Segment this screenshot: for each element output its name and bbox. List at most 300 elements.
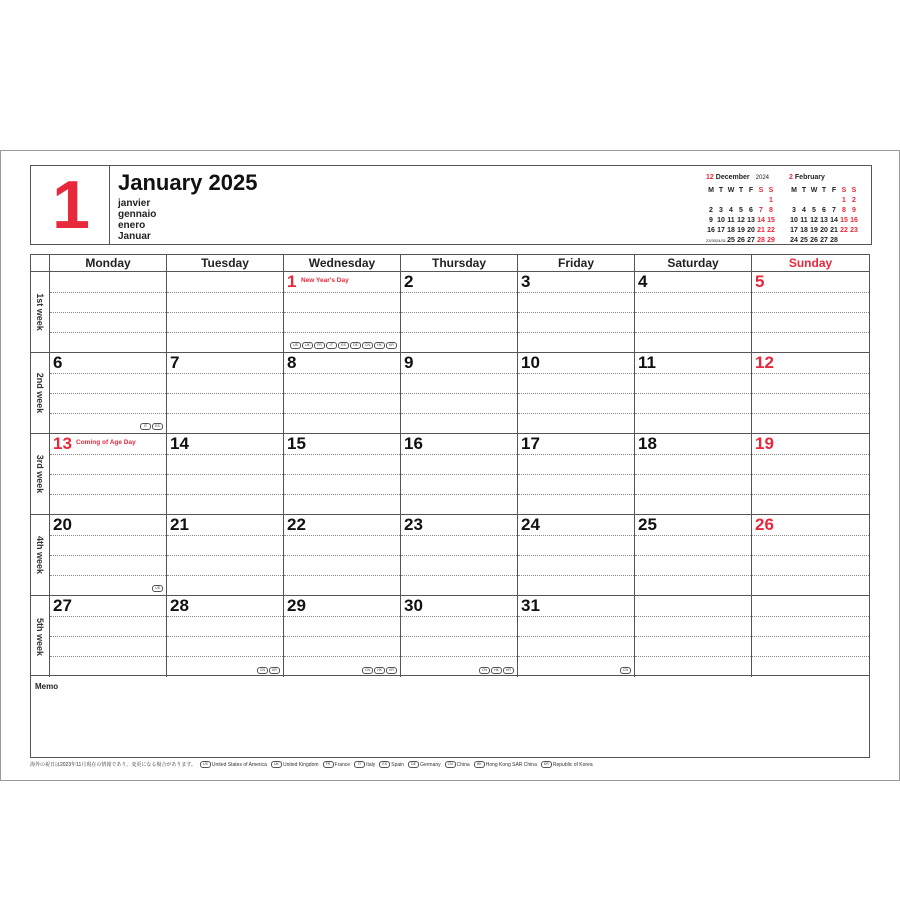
country-holiday-badges <box>140 423 163 430</box>
date-number: 12 <box>755 353 774 372</box>
mini-weekday: M <box>791 186 797 194</box>
legend-country-name: China <box>456 761 470 768</box>
writing-line <box>284 454 400 455</box>
mini-day: 12 <box>810 216 818 224</box>
mini-week-row <box>789 225 859 235</box>
writing-line <box>518 494 634 495</box>
day-cell[interactable] <box>167 596 284 677</box>
mini-day: 24/31 <box>716 237 727 243</box>
weekday-header-sunday: Sunday <box>788 256 833 270</box>
writing-line <box>518 616 634 617</box>
date-number: 25 <box>638 515 657 534</box>
legend-item <box>541 761 593 768</box>
mini-day: 27 <box>747 236 755 244</box>
writing-line <box>50 332 166 333</box>
date-number: 26 <box>755 515 774 534</box>
country-badge: KR <box>386 667 397 674</box>
writing-line <box>284 373 400 374</box>
writing-line <box>401 494 517 495</box>
day-cell[interactable] <box>752 353 869 434</box>
mini-day: 9 <box>852 206 856 214</box>
writing-line <box>635 575 751 576</box>
writing-line <box>752 535 869 536</box>
mini-week-row <box>706 225 776 235</box>
day-cell[interactable] <box>50 272 167 353</box>
legend-item <box>323 761 351 768</box>
writing-line <box>167 413 283 414</box>
writing-line <box>50 535 166 536</box>
writing-line <box>635 413 751 414</box>
legend-badge: IT <box>354 761 365 768</box>
grid-corner <box>31 255 50 271</box>
mini-calendar-title <box>789 174 859 185</box>
writing-line <box>167 555 283 556</box>
mini-weekday: T <box>821 186 827 194</box>
day-cell[interactable] <box>401 353 518 434</box>
mini-day: 4 <box>729 206 733 214</box>
mini-day: 11 <box>800 216 808 224</box>
mini-week-row <box>706 215 776 225</box>
weekday-header-wednesday: Wednesday <box>284 255 401 271</box>
day-cell[interactable] <box>518 596 635 677</box>
week-label-text: 3rd week <box>35 454 45 494</box>
writing-line <box>284 474 400 475</box>
writing-line <box>50 454 166 455</box>
mini-day: 23/30 <box>706 237 717 243</box>
writing-line <box>518 555 634 556</box>
mini-day: 20 <box>747 226 755 234</box>
writing-line <box>401 413 517 414</box>
week-label <box>31 434 50 515</box>
mini-day: 24 <box>790 236 798 244</box>
mini-weekday: T <box>738 186 744 194</box>
writing-line <box>50 494 166 495</box>
date-number: 11 <box>638 353 656 372</box>
writing-line <box>284 555 400 556</box>
mini-day: 13 <box>820 216 828 224</box>
day-cell[interactable] <box>518 434 635 515</box>
writing-line <box>284 292 400 293</box>
day-cell[interactable] <box>167 353 284 434</box>
writing-line <box>167 312 283 313</box>
writing-line <box>752 332 869 333</box>
mini-calendar-next <box>789 174 859 245</box>
mini-day: 29 <box>767 236 775 244</box>
week-label <box>31 353 50 434</box>
week-label <box>31 596 50 677</box>
month-name-spanish: enero <box>118 220 146 231</box>
writing-line <box>50 575 166 576</box>
mini-day: 22 <box>840 226 848 234</box>
mini-day: 21 <box>830 226 838 234</box>
writing-line <box>401 535 517 536</box>
date-number: 1 <box>287 272 297 291</box>
date-number: 21 <box>170 515 189 534</box>
legend-badge: ES <box>379 761 390 768</box>
mini-day: 7 <box>759 206 763 214</box>
day-cell[interactable] <box>518 353 635 434</box>
mini-day: 17 <box>717 226 725 234</box>
writing-line <box>401 454 517 455</box>
day-cell[interactable] <box>50 353 167 434</box>
writing-line <box>518 535 634 536</box>
writing-line <box>401 656 517 657</box>
writing-line <box>401 312 517 313</box>
day-cell[interactable] <box>752 272 869 353</box>
mini-day: 28 <box>830 236 838 244</box>
day-cell[interactable] <box>401 596 518 677</box>
date-number: 23 <box>404 515 423 534</box>
day-cell[interactable] <box>167 272 284 353</box>
weekday-header-tuesday: Tuesday <box>167 255 284 271</box>
week-label <box>31 515 50 596</box>
legend-item <box>445 761 470 768</box>
date-number: 5 <box>755 272 765 291</box>
writing-line <box>50 616 166 617</box>
mini-week-row <box>706 235 776 245</box>
month-names <box>118 198 156 242</box>
mini-weekday: T <box>801 186 807 194</box>
writing-line <box>284 332 400 333</box>
country-badge: FR <box>314 342 325 349</box>
mini-weekday: T <box>718 186 724 194</box>
legend-badge: HK <box>474 761 485 768</box>
writing-line <box>167 393 283 394</box>
writing-line <box>401 616 517 617</box>
day-cell[interactable] <box>284 434 401 515</box>
country-badge: ES <box>338 342 349 349</box>
writing-line <box>284 535 400 536</box>
writing-line <box>752 656 869 657</box>
week-label-text: 1st week <box>35 293 45 331</box>
mini-day: 8 <box>769 206 773 214</box>
writing-line <box>401 292 517 293</box>
mini-week-row <box>789 205 859 215</box>
mini-day: 18 <box>800 226 808 234</box>
day-cell[interactable] <box>401 515 518 596</box>
mini-day: 26 <box>737 236 745 244</box>
mini-day: 1 <box>769 196 773 204</box>
weekday-header-friday: Friday <box>518 255 635 271</box>
writing-line <box>518 636 634 637</box>
writing-line <box>752 494 869 495</box>
mini-day: 5 <box>739 206 743 214</box>
writing-line <box>752 413 869 414</box>
country-badge: CN <box>479 667 490 674</box>
legend-country-name: United States of America <box>211 761 267 768</box>
mini-week-row <box>706 195 776 205</box>
writing-line <box>401 555 517 556</box>
writing-line <box>401 332 517 333</box>
writing-line <box>167 292 283 293</box>
writing-line <box>752 616 869 617</box>
writing-line <box>284 413 400 414</box>
writing-line <box>401 636 517 637</box>
country-holiday-badges <box>479 667 514 674</box>
day-cell[interactable] <box>401 272 518 353</box>
date-number: 30 <box>404 596 423 615</box>
date-number: 8 <box>287 353 297 372</box>
month-grid <box>30 254 870 676</box>
country-badge: IT <box>140 423 151 430</box>
mini-day: 9 <box>709 216 713 224</box>
country-badge: HK <box>374 342 385 349</box>
writing-line <box>50 636 166 637</box>
writing-line <box>167 454 283 455</box>
mini-day: 13 <box>747 216 755 224</box>
writing-line <box>635 332 751 333</box>
day-cell[interactable] <box>167 434 284 515</box>
month-title: January 2025 <box>118 170 258 195</box>
country-badge: ES <box>152 423 163 430</box>
mini-week-row <box>706 205 776 215</box>
legend-item <box>379 761 404 768</box>
legend-country-name: Hong Kong SAR China <box>485 761 537 768</box>
mini-day: 10 <box>790 216 798 224</box>
writing-line <box>284 312 400 313</box>
writing-line <box>518 474 634 475</box>
writing-line <box>50 555 166 556</box>
writing-line <box>752 555 869 556</box>
week-label-text: 2nd week <box>35 372 45 414</box>
mini-day: 6 <box>822 206 826 214</box>
writing-line <box>50 656 166 657</box>
writing-line <box>752 393 869 394</box>
mini-month-number: 12 <box>706 174 714 181</box>
writing-line <box>167 636 283 637</box>
mini-day: 25 <box>800 236 808 244</box>
mini-day: 2 <box>709 206 713 214</box>
legend-country-name: Germany <box>420 761 441 768</box>
mini-day: 16 <box>707 226 715 234</box>
writing-line <box>167 332 283 333</box>
mini-day: 26 <box>810 236 818 244</box>
date-number: 19 <box>755 434 774 453</box>
mini-day: 28 <box>757 236 765 244</box>
writing-line <box>167 535 283 536</box>
mini-month-name: February <box>794 174 825 181</box>
weekday-header-saturday: Saturday <box>635 255 752 271</box>
legend-badge: CN <box>445 761 456 768</box>
writing-line <box>635 474 751 475</box>
memo-label: Memo <box>35 682 59 691</box>
country-badge: CN <box>257 667 268 674</box>
country-badge: UK <box>302 342 313 349</box>
date-number: 13 <box>53 434 72 453</box>
legend-badge: UK <box>271 761 282 768</box>
writing-line <box>752 636 869 637</box>
writing-line <box>635 616 751 617</box>
writing-line <box>635 373 751 374</box>
mini-day: 25 <box>727 236 735 244</box>
country-badge: KR <box>269 667 280 674</box>
country-badge: IT <box>326 342 337 349</box>
writing-line <box>284 575 400 576</box>
mini-weekday: F <box>748 186 754 194</box>
writing-line <box>401 373 517 374</box>
writing-line <box>518 332 634 333</box>
mini-day: 1 <box>842 196 846 204</box>
memo-area[interactable] <box>30 676 870 758</box>
legend-badge: DE <box>408 761 419 768</box>
mini-day: 21 <box>757 226 765 234</box>
date-number: 22 <box>287 515 306 534</box>
writing-line <box>635 656 751 657</box>
day-cell[interactable] <box>518 515 635 596</box>
day-cell[interactable] <box>752 515 869 596</box>
week-label-text: 4th week <box>35 535 45 575</box>
holiday-label: Coming of Age Day <box>76 439 136 446</box>
writing-line <box>401 393 517 394</box>
mini-month-number: 2 <box>789 174 793 181</box>
legend-badge: KR <box>541 761 552 768</box>
day-cell[interactable] <box>518 272 635 353</box>
writing-line <box>752 454 869 455</box>
writing-line <box>518 656 634 657</box>
mini-day: 2 <box>852 196 856 204</box>
writing-line <box>167 373 283 374</box>
day-cell[interactable] <box>635 434 752 515</box>
mini-day: 18 <box>727 226 735 234</box>
day-cell[interactable] <box>50 434 167 515</box>
country-holiday-badges <box>362 667 397 674</box>
mini-weekday-row <box>706 185 776 195</box>
date-number: 16 <box>404 434 423 453</box>
country-badge: KR <box>503 667 514 674</box>
writing-line <box>284 494 400 495</box>
mini-day: 3 <box>792 206 796 214</box>
mini-year: 2024 <box>755 175 770 181</box>
legend-badge: US <box>200 761 211 768</box>
mini-weekday: S <box>851 186 857 194</box>
mini-day: 14 <box>757 216 765 224</box>
mini-day: 10 <box>717 216 725 224</box>
day-cell[interactable] <box>752 434 869 515</box>
day-cell[interactable] <box>50 596 167 677</box>
country-badge: CN <box>620 667 631 674</box>
writing-line <box>284 393 400 394</box>
date-number: 6 <box>53 353 63 372</box>
writing-line <box>752 575 869 576</box>
day-cell[interactable] <box>167 515 284 596</box>
legend-country-name: Spain <box>391 761 405 768</box>
country-holiday-badges <box>257 667 280 674</box>
country-badge: DE <box>350 342 361 349</box>
writing-line <box>635 292 751 293</box>
legend-badge: FR <box>323 761 334 768</box>
mini-day: 12 <box>737 216 745 224</box>
writing-line <box>284 656 400 657</box>
date-number: 17 <box>521 434 540 453</box>
day-cell[interactable] <box>635 353 752 434</box>
mini-day: 5 <box>812 206 816 214</box>
mini-day: 4 <box>802 206 806 214</box>
country-holiday-badges <box>152 585 163 592</box>
date-number: 7 <box>170 353 180 372</box>
writing-line <box>401 575 517 576</box>
day-cell[interactable] <box>401 434 518 515</box>
legend-country-name: United Kingdom <box>282 761 319 768</box>
day-cell[interactable] <box>752 596 869 677</box>
mini-weekday: M <box>708 186 714 194</box>
mini-weekday: S <box>758 186 764 194</box>
month-number: 1 <box>52 167 88 243</box>
legend-item <box>200 761 267 768</box>
mini-day: 15 <box>767 216 775 224</box>
writing-line <box>50 373 166 374</box>
date-number: 15 <box>287 434 306 453</box>
mini-calendar-prev <box>706 174 776 245</box>
writing-line <box>635 312 751 313</box>
date-number: 2 <box>404 272 414 291</box>
country-holiday-badges <box>290 342 397 349</box>
day-cell[interactable] <box>635 596 752 677</box>
writing-line <box>635 454 751 455</box>
writing-line <box>284 616 400 617</box>
country-badge: CN <box>362 667 373 674</box>
mini-weekday: F <box>831 186 837 194</box>
mini-day: 22 <box>767 226 775 234</box>
country-badge: CN <box>362 342 373 349</box>
week-label <box>31 272 50 353</box>
country-badge: US <box>152 585 163 592</box>
writing-line <box>635 636 751 637</box>
holiday-label: New Year's Day <box>301 277 349 284</box>
date-number: 14 <box>170 434 189 453</box>
day-cell[interactable] <box>284 272 401 353</box>
mini-day: 3 <box>719 206 723 214</box>
writing-line <box>752 292 869 293</box>
writing-line <box>635 535 751 536</box>
day-cell[interactable] <box>50 515 167 596</box>
mini-weekday: W <box>727 186 735 194</box>
mini-day: 6 <box>749 206 753 214</box>
mini-day: 19 <box>737 226 745 234</box>
mini-month-name: December <box>715 174 750 181</box>
country-holiday-badges <box>620 667 631 674</box>
writing-line <box>752 373 869 374</box>
mini-day: 27 <box>820 236 828 244</box>
weekday-header-thursday: Thursday <box>401 255 518 271</box>
mini-day: 8 <box>842 206 846 214</box>
day-cell[interactable] <box>635 515 752 596</box>
writing-line <box>518 292 634 293</box>
day-cell[interactable] <box>284 353 401 434</box>
mini-day: 23 <box>850 226 858 234</box>
legend-country-name: Republic of Korea <box>552 761 593 768</box>
writing-line <box>518 413 634 414</box>
footer-legend <box>30 761 875 768</box>
writing-line <box>752 474 869 475</box>
writing-line <box>752 312 869 313</box>
country-badge: HK <box>491 667 502 674</box>
date-number: 31 <box>521 596 540 615</box>
day-cell[interactable] <box>284 515 401 596</box>
day-cell[interactable] <box>635 272 752 353</box>
writing-line <box>50 474 166 475</box>
writing-line <box>518 312 634 313</box>
writing-line <box>518 373 634 374</box>
writing-line <box>50 312 166 313</box>
country-badge: US <box>290 342 301 349</box>
date-number: 20 <box>53 515 72 534</box>
mini-weekday-row <box>789 185 859 195</box>
date-number: 28 <box>170 596 189 615</box>
country-badge: HK <box>374 667 385 674</box>
mini-day: 17 <box>790 226 798 234</box>
mini-weekday: W <box>810 186 818 194</box>
day-cell[interactable] <box>284 596 401 677</box>
